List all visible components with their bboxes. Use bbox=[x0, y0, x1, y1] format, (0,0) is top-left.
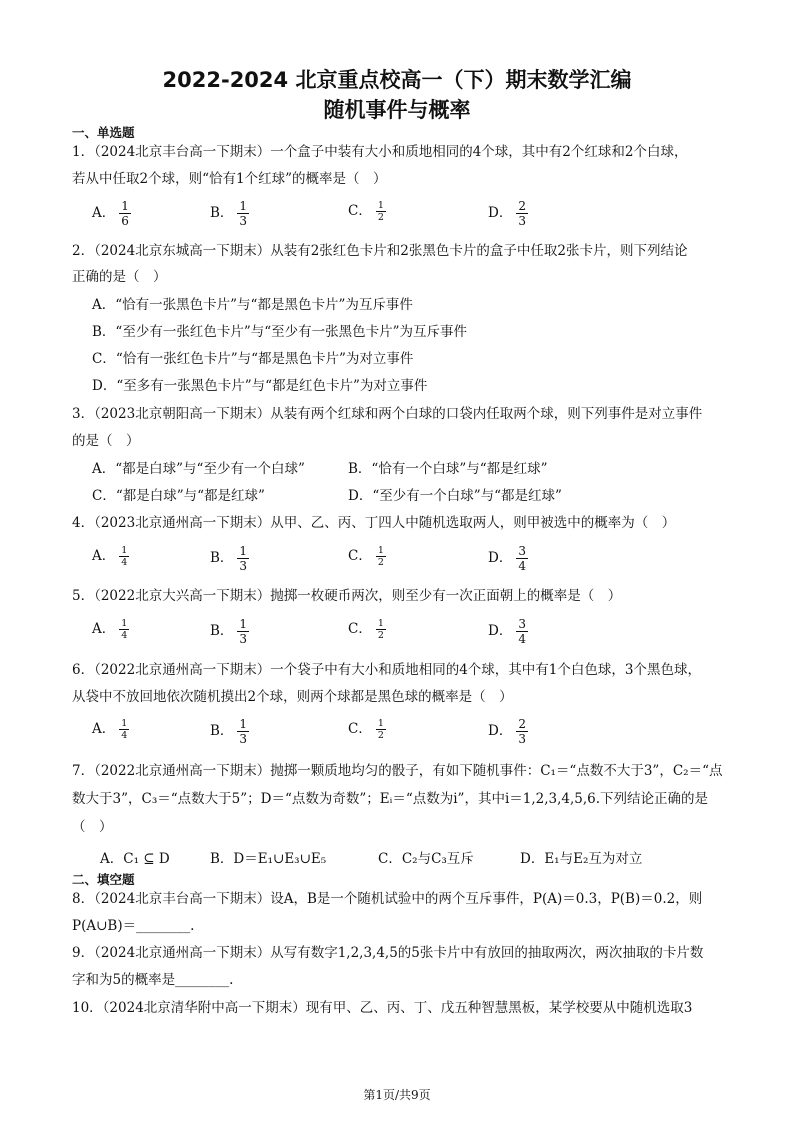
question-4-option-d bbox=[488, 544, 528, 573]
question-7-line-2: 数大于3”，C₃＝“点数大于5”；D＝“点数为奇数”；Eᵢ＝“点数为i”，其中i＝1,2,3,4,5,6.下列结论正确的是 bbox=[72, 791, 709, 807]
question-5-line-1: 5．（2022北京大兴高一下期末）抛掷一枚硬币两次，则至少有一次正面朝上的概率是（ ） bbox=[72, 588, 622, 604]
question-6-line-2: 从袋中不放回地依次随机摸出2个球，则两个球都是黑色球的概率是（ ） bbox=[72, 689, 513, 705]
option-letter: A． bbox=[92, 621, 116, 637]
fraction: $\frac{1}{4}$ bbox=[121, 718, 128, 741]
fraction: $\frac{1}{4}$ bbox=[121, 545, 128, 568]
question-2-line-2: 正确的是（ ） bbox=[72, 269, 167, 285]
question-10-line-1: 10．（2024北京清华附中高一下期末）现有甲、乙、丙、丁、戊五种智慧黑板，某学校要从中随机选取3 bbox=[72, 1000, 693, 1016]
option-letter: C． bbox=[348, 203, 372, 219]
option-letter: D． bbox=[488, 205, 513, 221]
question-4-line-1: 4．（2023北京通州高一下期末）从甲、乙、丙、丁四人中随机选取两人，则甲被选中的概率为（ ） bbox=[72, 515, 676, 531]
question-7-option-d: D．E₁与E₂互为对立 bbox=[520, 851, 643, 867]
question-9-line-2: 字和为5的概率是________. bbox=[72, 972, 234, 988]
section-heading-fill-in: 二、填空题 bbox=[72, 872, 135, 887]
question-3-option-c: C．“都是白球”与“都是红球” bbox=[92, 488, 265, 504]
option-letter: B． bbox=[210, 623, 234, 639]
question-7-line-1: 7．（2022北京通州高一下期末）抛掷一颗质地均匀的骰子，有如下随机事件：C₁＝“点数不大于3”，C₂＝“点 bbox=[72, 763, 723, 779]
question-7-option-b: B．D＝E₁∪E₃∪E₅ bbox=[210, 851, 327, 867]
fraction: $\frac{1}{2}$ bbox=[377, 200, 384, 223]
fraction: $\frac{1}{4}$ bbox=[121, 618, 128, 641]
fraction: $\frac{1}{2}$ bbox=[377, 718, 384, 741]
question-8-line-2: P(A∪B)＝________. bbox=[72, 918, 195, 934]
option-letter: D． bbox=[488, 623, 513, 639]
fraction: $\frac{1}{3}$ bbox=[239, 544, 248, 573]
question-4-option-a bbox=[92, 544, 129, 568]
question-4-option-b bbox=[210, 544, 249, 573]
fraction: $\frac{1}{3}$ bbox=[239, 199, 248, 228]
question-3-option-a: A．“都是白球”与“至少有一个白球” bbox=[92, 461, 305, 477]
option-letter: B． bbox=[210, 550, 234, 566]
fraction: $\frac{1}{3}$ bbox=[239, 717, 248, 746]
question-1-line-1: 1．（2024北京丰台高一下期末）一个盒子中装有大小和质地相同的4个球，其中有2个红球和2个白球， bbox=[72, 144, 688, 160]
question-6-option-c bbox=[348, 717, 386, 741]
question-2-option-c: C．“恰有一张红色卡片”与“都是黑色卡片”为对立事件 bbox=[92, 351, 414, 367]
question-2-option-a: A．“恰有一张黑色卡片”与“都是黑色卡片”为互斥事件 bbox=[92, 297, 413, 313]
question-9-line-1: 9．（2024北京通州高一下期末）从写有数字1,2,3,4,5的5张卡片中有放回的抽取两次，两次抽取的卡片数 bbox=[72, 945, 704, 961]
question-2-option-d: D．“至多有一张黑色卡片”与“都是红色卡片”为对立事件 bbox=[92, 378, 428, 394]
question-5-option-a bbox=[92, 617, 129, 641]
option-letter: C． bbox=[348, 721, 372, 737]
fraction: $\frac{2}{3}$ bbox=[518, 199, 526, 228]
option-letter: B． bbox=[210, 723, 234, 739]
question-5-option-d bbox=[488, 617, 528, 646]
option-letter: C． bbox=[348, 621, 372, 637]
section-heading-single-choice: 一、单选题 bbox=[72, 125, 135, 140]
fraction: $\frac{1}{2}$ bbox=[377, 618, 384, 641]
option-letter: D． bbox=[488, 723, 513, 739]
fraction: $\frac{3}{4}$ bbox=[518, 617, 526, 646]
question-1-option-b bbox=[210, 199, 249, 228]
question-3-option-b: B．“恰有一个白球”与“都是红球” bbox=[348, 461, 548, 477]
question-3-line-2: 的是（ ） bbox=[72, 433, 140, 449]
fraction: $\frac{3}{4}$ bbox=[518, 544, 526, 573]
page-footer: 第1页/共9页 bbox=[363, 1088, 431, 1102]
option-letter: A． bbox=[92, 548, 116, 564]
question-6-option-d bbox=[488, 717, 528, 746]
question-3-option-d: D．“至少有一个白球”与“都是红球” bbox=[348, 488, 562, 504]
question-2-line-1: 2．（2024北京东城高一下期末）从装有2张红色卡片和2张黑色卡片的盒子中任取2张卡片，则下列结论 bbox=[72, 243, 688, 259]
fraction: $\frac{2}{3}$ bbox=[518, 717, 526, 746]
question-5-option-c bbox=[348, 617, 386, 641]
question-2-option-b: B．“至少有一张红色卡片”与“至少有一张黑色卡片”为互斥事件 bbox=[92, 324, 468, 340]
fraction: $\frac{1}{6}$ bbox=[121, 199, 129, 228]
question-1-option-d bbox=[488, 199, 528, 228]
question-5-option-b bbox=[210, 617, 249, 646]
document-subtitle: 随机事件与概率 bbox=[323, 98, 471, 122]
question-8-line-1: 8．（2024北京丰台高一下期末）设A，B是一个随机试验中的两个互斥事件，P(A)＝0.3，P(B)＝0.2，则 bbox=[72, 891, 703, 907]
question-4-option-c bbox=[348, 544, 386, 568]
question-6-line-1: 6．（2022北京通州高一下期末）一个袋子中有大小和质地相同的4个球，其中有1个白色球，3个黑色球， bbox=[72, 662, 701, 678]
question-6-option-a bbox=[92, 717, 129, 741]
option-letter: C． bbox=[348, 548, 372, 564]
question-6-option-b bbox=[210, 717, 249, 746]
question-1-option-c bbox=[348, 199, 386, 223]
option-letter: D． bbox=[488, 550, 513, 566]
question-3-line-1: 3．（2023北京朝阳高一下期末）从装有两个红球和两个白球的口袋内任取两个球，则下列事件是对立事件 bbox=[72, 406, 703, 422]
fraction: $\frac{1}{2}$ bbox=[377, 545, 384, 568]
question-1-option-a bbox=[92, 199, 131, 228]
question-1-line-2: 若从中任取2个球，则“恰有1个红球”的概率是（ ） bbox=[72, 171, 387, 187]
question-7-option-c: C．C₂与C₃互斥 bbox=[378, 851, 474, 867]
document-title: 2022-2024 北京重点校高一（下）期末数学汇编 bbox=[162, 68, 632, 92]
question-7-line-3: （ ） bbox=[72, 819, 113, 835]
question-7-option-a: A．C₁ ⊆ D bbox=[100, 851, 170, 867]
fraction: $\frac{1}{3}$ bbox=[239, 617, 248, 646]
option-letter: B． bbox=[210, 205, 234, 221]
option-letter: A． bbox=[92, 721, 116, 737]
option-letter: A． bbox=[92, 205, 116, 221]
